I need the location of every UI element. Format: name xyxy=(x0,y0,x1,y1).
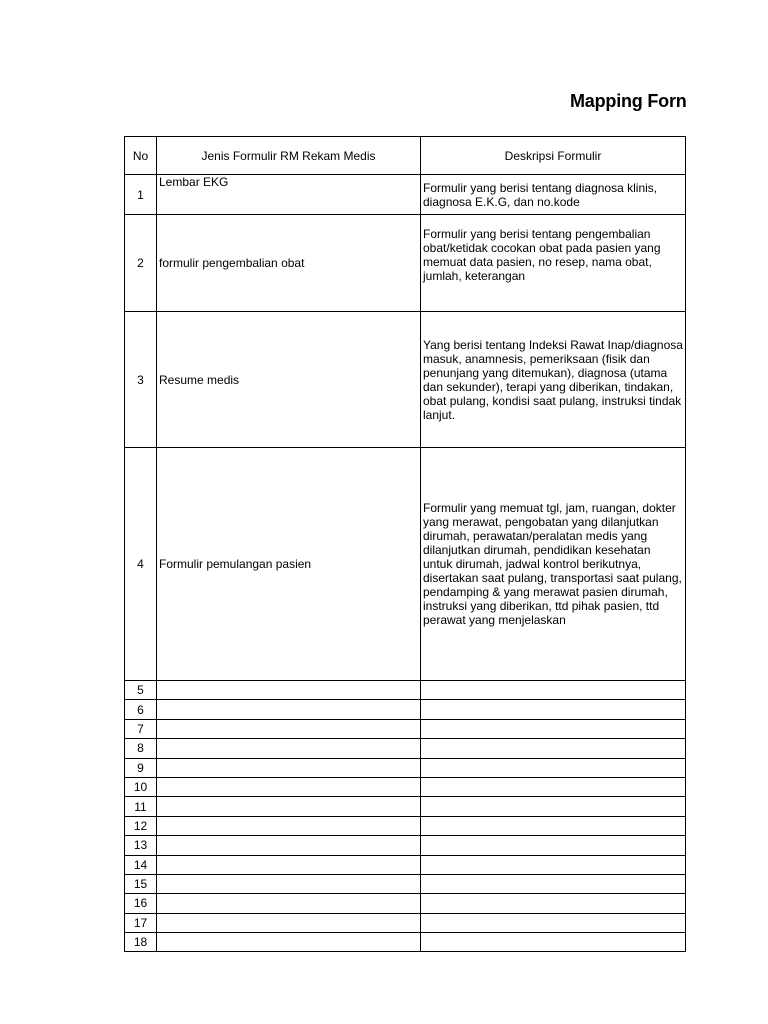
row-number: 17 xyxy=(125,913,157,932)
form-description-cell[interactable] xyxy=(421,700,686,719)
table-row xyxy=(125,855,686,874)
form-description-cell[interactable] xyxy=(421,894,686,913)
mapping-table xyxy=(124,136,686,952)
form-type-cell[interactable] xyxy=(157,855,421,874)
header-jenis: Jenis Formulir RM Rekam Medis xyxy=(157,137,421,175)
table-row xyxy=(125,700,686,719)
form-description-cell[interactable] xyxy=(421,913,686,932)
table-row xyxy=(125,312,686,448)
form-type-cell[interactable] xyxy=(157,836,421,855)
row-number: 18 xyxy=(125,933,157,952)
table-row xyxy=(125,797,686,816)
form-description-text: Formulir yang berisi tentang diagnosa klinis, diagnosa E.K.G, dan no.kode xyxy=(423,180,658,209)
row-number: 3 xyxy=(125,312,157,448)
row-number: 15 xyxy=(125,874,157,893)
table-row xyxy=(125,894,686,913)
form-type-cell: formulir pengembalian obat xyxy=(157,215,421,312)
row-number: 4 xyxy=(125,448,157,681)
table-row xyxy=(125,739,686,758)
table-row xyxy=(125,448,686,681)
form-description-cell[interactable] xyxy=(421,933,686,952)
form-type-cell[interactable] xyxy=(157,816,421,835)
form-description-cell[interactable] xyxy=(421,777,686,796)
table-row xyxy=(125,777,686,796)
form-type-cell[interactable] xyxy=(157,758,421,777)
form-type-cell[interactable] xyxy=(157,933,421,952)
row-number: 16 xyxy=(125,894,157,913)
form-type-cell[interactable] xyxy=(157,700,421,719)
table-row xyxy=(125,933,686,952)
row-number: 5 xyxy=(125,681,157,700)
table-row xyxy=(125,681,686,700)
table-row xyxy=(125,758,686,777)
form-type-cell: Formulir pemulangan pasien xyxy=(157,448,421,681)
form-description-cell[interactable] xyxy=(421,797,686,816)
form-description-cell[interactable] xyxy=(421,739,686,758)
row-number: 1 xyxy=(125,175,157,215)
form-type-cell[interactable] xyxy=(157,874,421,893)
form-type-cell[interactable] xyxy=(157,894,421,913)
form-description-cell[interactable] xyxy=(421,681,686,700)
form-description-cell[interactable] xyxy=(421,758,686,777)
table-row xyxy=(125,913,686,932)
table-row xyxy=(125,215,686,312)
table-header-row xyxy=(125,137,686,175)
row-number: 11 xyxy=(125,797,157,816)
form-description-text: Yang berisi tentang Indeksi Rawat Inap/diagnosa masuk, anamnesis, pemeriksaan (fisik dan penunjang yang ditemukan), diagnosa (utama dan sekunder), terapi yang diberikan, tindakan, obat pulang, kondisi saat pulang, instruksi tindak lanjut. xyxy=(423,337,683,422)
row-number: 2 xyxy=(125,215,157,312)
form-description-cell[interactable] xyxy=(421,719,686,738)
form-type-cell[interactable] xyxy=(157,719,421,738)
row-number: 13 xyxy=(125,836,157,855)
form-description-text: Formulir yang memuat tgl, jam, ruangan, dokter yang merawat, pengobatan yang dilanjutkan dirumah, perawatan/peralatan medis yang dilanjutkan dirumah, pendidikan kesehatan untuk dirumah, jadwal kontrol berikutnya, disertakan saat pulang, transportasi saat pulang, pendamping & yang merawat pasien dirumah, instruksi yang diberikan, ttd pihak pasien, ttd perawat yang menjelaskan xyxy=(423,501,682,627)
form-description-cell[interactable] xyxy=(421,874,686,893)
form-description-cell xyxy=(421,448,686,681)
form-description-cell xyxy=(421,312,686,448)
form-description-cell[interactable] xyxy=(421,855,686,874)
row-number: 6 xyxy=(125,700,157,719)
table-row xyxy=(125,816,686,835)
table-row xyxy=(125,719,686,738)
form-type-cell[interactable] xyxy=(157,681,421,700)
table-row xyxy=(125,836,686,855)
row-number: 8 xyxy=(125,739,157,758)
form-description-cell xyxy=(421,215,686,312)
row-number: 14 xyxy=(125,855,157,874)
form-description-cell[interactable] xyxy=(421,816,686,835)
empty-rows-group xyxy=(125,681,686,952)
form-description-cell xyxy=(421,175,686,215)
form-type-cell: Lembar EKG xyxy=(157,175,421,215)
header-deskripsi: Deskripsi Formulir xyxy=(421,137,686,175)
form-type-cell[interactable] xyxy=(157,913,421,932)
header-no: No xyxy=(125,137,157,175)
table-row xyxy=(125,175,686,215)
form-type-cell[interactable] xyxy=(157,739,421,758)
row-number: 9 xyxy=(125,758,157,777)
form-description-cell[interactable] xyxy=(421,836,686,855)
row-number: 10 xyxy=(125,777,157,796)
row-number: 12 xyxy=(125,816,157,835)
form-type-cell: Resume medis xyxy=(157,312,421,448)
form-type-cell[interactable] xyxy=(157,777,421,796)
row-number: 7 xyxy=(125,719,157,738)
table-row xyxy=(125,874,686,893)
page-title: Mapping Forn xyxy=(570,91,687,111)
form-description-text: Formulir yang berisi tentang pengembalian obat/ketidak cocokan obat pada pasien yang memuat data pasien, no resep, nama obat, jumlah, keterangan xyxy=(423,227,661,283)
form-type-cell[interactable] xyxy=(157,797,421,816)
